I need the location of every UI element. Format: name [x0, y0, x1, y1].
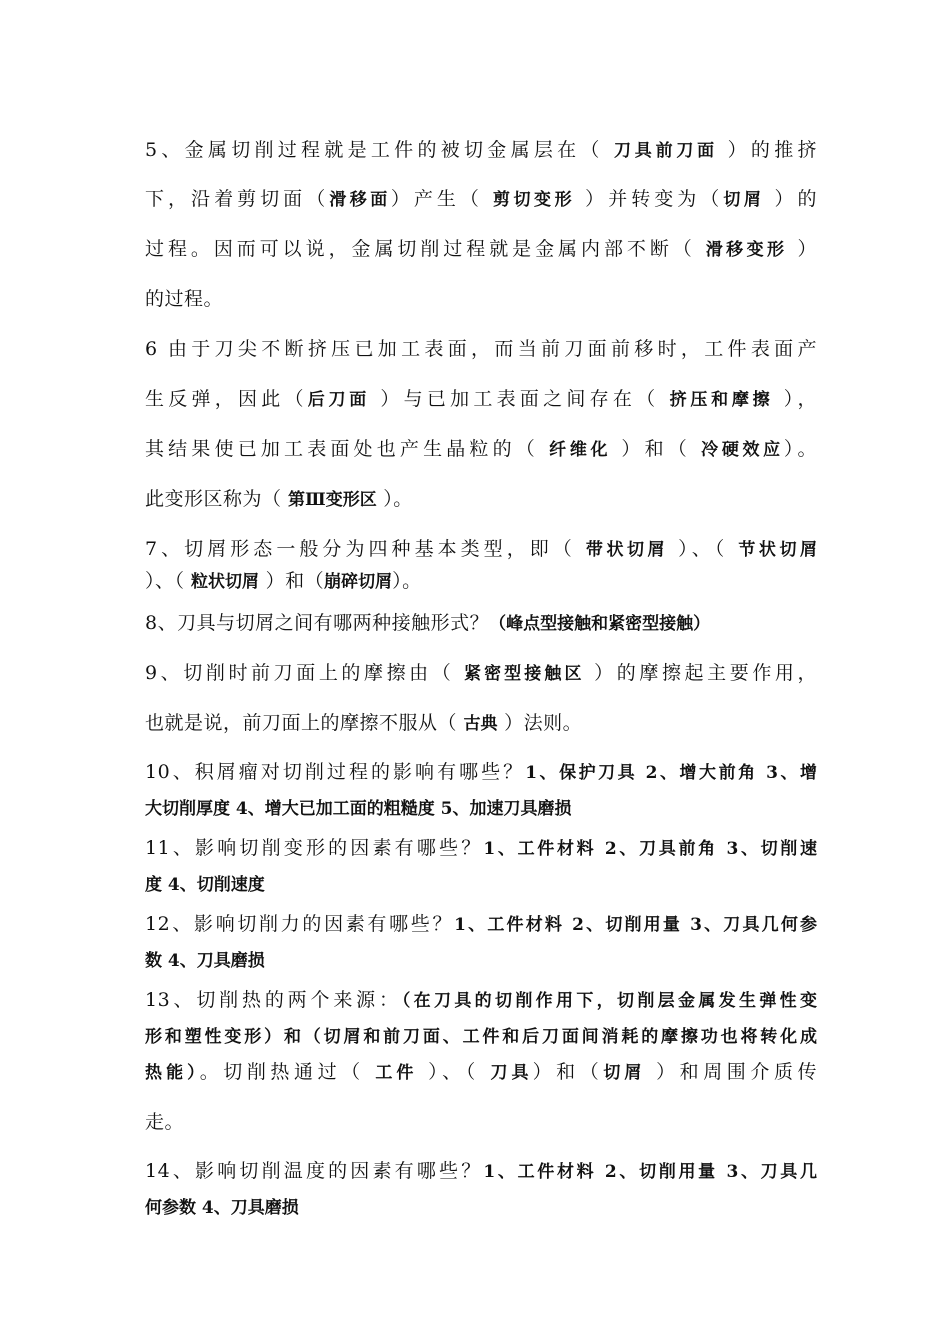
text-line [145, 987, 817, 1014]
question-text: ） [787, 238, 818, 260]
question-text: 的过程。 [145, 288, 224, 310]
question-text: ）、（ [668, 538, 739, 560]
answer-text: 1、工件材料 2、切削用量 3、刀具几 [483, 1162, 817, 1182]
answer-text: 滑移变形 [705, 240, 788, 260]
answer-text: 工件 [375, 1063, 418, 1083]
question-text: ）、（ [417, 1061, 491, 1083]
answer-text: （在刀具的切削作用下，切削层金属发生弹性变 [401, 991, 817, 1011]
question-text: 11、影响切削变形的因素有哪些？ [145, 837, 484, 859]
answer-text: 度 4、切削速度 [145, 875, 265, 895]
text-line [145, 436, 817, 463]
answer-text: 刀具前刀面 [614, 141, 728, 161]
text-line [145, 186, 817, 213]
question-text: 。切削热通过（ [199, 1061, 376, 1083]
answer-text: 滑移面 [329, 190, 391, 210]
question-text: ）与已加工表面之间存在（ [370, 388, 670, 410]
question-text: ）、（ [145, 570, 192, 592]
text-line [145, 795, 817, 822]
question-text: 14、影响切削温度的因素有哪些？ [145, 1160, 484, 1182]
question-text: 10、积屑瘤对切削过程的影响有哪些？ [145, 761, 526, 783]
question-text: ）的 [764, 188, 818, 210]
question-text: ）的推挤 [727, 139, 817, 161]
answer-text: 第Ⅲ变形区 [288, 490, 377, 510]
text-line [145, 1158, 817, 1185]
question-text: ）法则。 [497, 712, 583, 734]
question-text: ）。 [783, 438, 818, 460]
question-text: ）。 [376, 488, 413, 510]
question-text: ）的摩擦起主要作用， [584, 662, 817, 684]
text-line [145, 137, 817, 164]
answer-text: 形和塑性变形）和（切屑和前刀面、工件和后刀面间消耗的摩擦功也将转化成 [145, 1027, 817, 1047]
text-line [145, 759, 817, 786]
answer-text: 1、保护刀具 2、增大前角 3、增 [525, 763, 817, 783]
question-text: 7、切屑形态一般分为四种基本类型，即（ [145, 538, 586, 560]
question-text: 也就是说，前刀面上的摩擦不服从（ [145, 712, 464, 734]
text-line [145, 336, 817, 362]
answer-text: 大切削厚度 4、增大已加工面的粗糙度 5、加速刀具磨损 [145, 799, 572, 819]
text-line [145, 947, 817, 974]
question-text: 6 由于刀尖不断挤压已加工表面，而当前刀面前移时，工件表面产 [145, 338, 817, 360]
answer-text: 节状切屑 [738, 540, 817, 560]
answer-text: 后刀面 [307, 390, 371, 410]
answer-text: 古典 [463, 714, 498, 734]
question-text: ）产生（ [390, 188, 493, 210]
answer-text: 何参数 4、刀具磨损 [145, 1198, 299, 1218]
question-text: ）和（ [532, 1061, 604, 1083]
question-text: 走。 [145, 1111, 185, 1133]
text-line [145, 568, 817, 595]
text-line [145, 486, 817, 513]
question-text: ）和周围介质传 [645, 1061, 818, 1083]
text-line [145, 660, 817, 687]
question-text: ）。 [392, 570, 422, 592]
question-text: 12、影响切削力的因素有哪些？ [145, 913, 455, 935]
answer-text: 紧密型接触区 [464, 664, 585, 684]
text-line [145, 386, 817, 413]
text-line [145, 1109, 817, 1135]
answer-text: 切屑 [603, 1063, 646, 1083]
text-line [145, 536, 817, 563]
text-line [145, 911, 817, 938]
text-line [145, 236, 817, 263]
question-text: 下，沿着剪切面（ [145, 188, 330, 210]
question-text: 过程。因而可以说，金属切削过程就是金属内部不断（ [145, 238, 706, 260]
answer-text: 1、工件材料 2、切削用量 3、刀具几何参 [454, 915, 817, 935]
text-line [145, 871, 817, 898]
answer-text: （峰点型接触和紧密型接触） [489, 614, 711, 634]
question-text: ）， [773, 388, 817, 410]
answer-text: 热能） [145, 1063, 200, 1083]
question-text: ）并转变为（ [575, 188, 724, 210]
question-text: 其结果使已加工表面处也产生晶粒的（ [145, 438, 550, 460]
question-text: 此变形区称为（ [145, 488, 289, 510]
text-line [145, 286, 817, 312]
text-line [145, 1194, 817, 1221]
answer-text: 1、工件材料 2、刀具前角 3、切削速 [483, 839, 817, 859]
text-line [145, 1023, 817, 1050]
text-line [145, 610, 817, 637]
question-text: 8、刀具与切屑之间有哪两种接触形式？ [145, 612, 490, 634]
answer-text: 剪切变形 [493, 190, 576, 210]
text-line [145, 1059, 817, 1086]
answer-text: 冷硬效应 [701, 440, 784, 460]
answer-text: 纤维化 [549, 440, 612, 460]
answer-text: 数 4、刀具磨损 [145, 951, 265, 971]
answer-text: 挤压和摩擦 [669, 390, 774, 410]
question-text: ）和（ [259, 570, 325, 592]
text-line [145, 710, 817, 737]
question-text: 5、金属切削过程就是工件的被切金属层在（ [145, 139, 615, 161]
answer-text: 粒状切屑 [191, 572, 260, 592]
answer-text: 切屑 [723, 190, 765, 210]
question-text: 13、切削热的两个来源： [145, 989, 402, 1011]
question-text: 9、切削时前刀面上的摩擦由（ [145, 662, 464, 684]
question-text: ）和（ [611, 438, 702, 460]
answer-text: 刀具 [490, 1063, 533, 1083]
answer-text: 带状切屑 [585, 540, 669, 560]
answer-text: 崩碎切屑 [324, 572, 393, 592]
question-text: 生反弹，因此（ [145, 388, 308, 410]
text-line [145, 835, 817, 862]
